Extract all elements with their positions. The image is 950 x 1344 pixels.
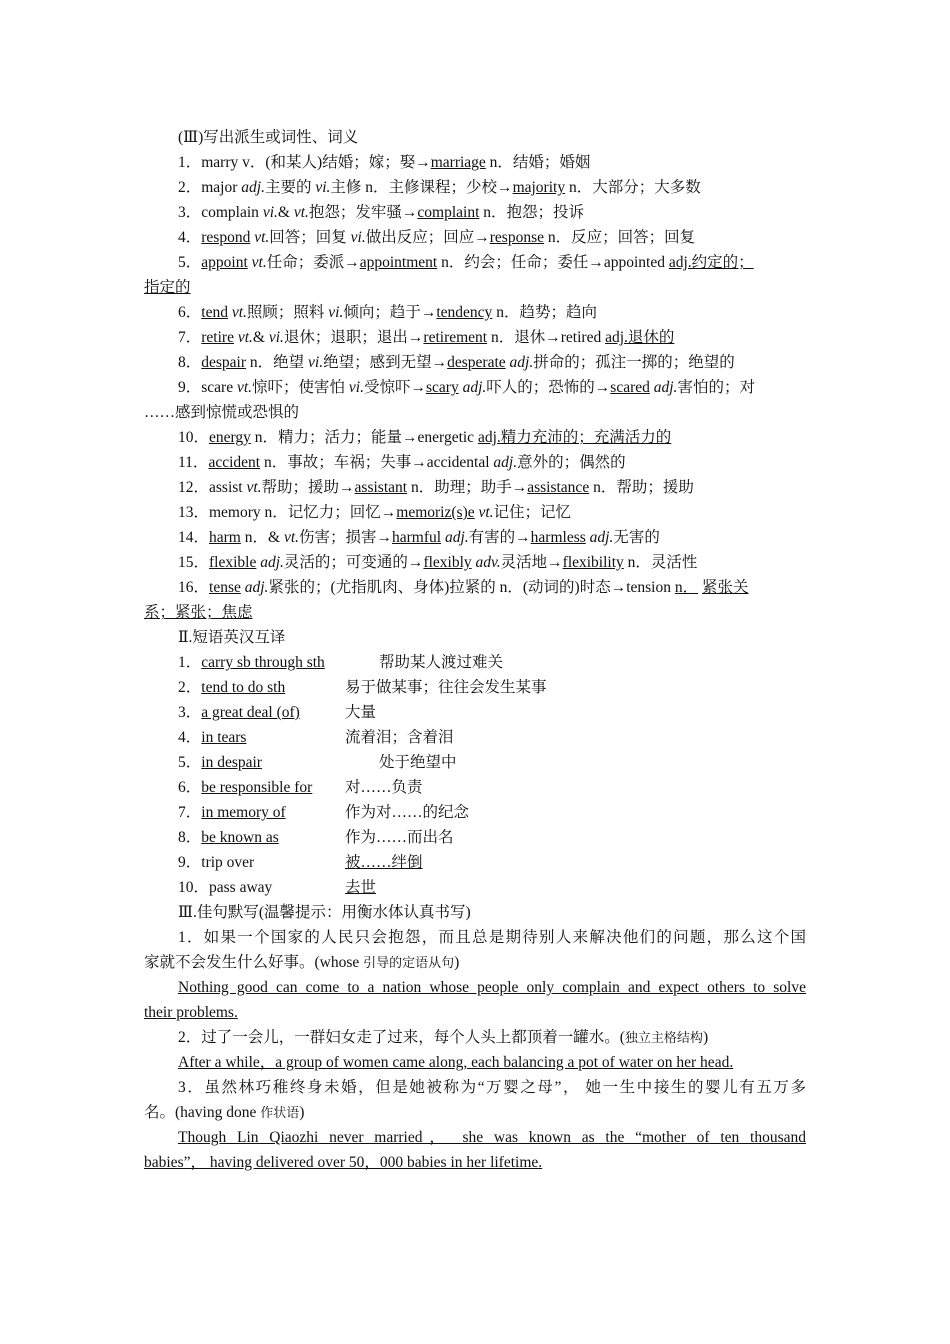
derivation-item-15: 15．flexible adj.灵活的；可变通的→flexibly adv.灵活地→flexibility n．灵活性 — [178, 554, 698, 571]
sentence-1-answer: Nothing good can come to a nation whose people only complain and expect others to solve — [178, 979, 806, 996]
sentence-2-question: 2．过了一会儿，一群妇女走了过来，每个人头上都顶着一罐水。(独立主格结构) — [178, 1029, 709, 1046]
section-title-phrases: Ⅱ.短语英汉互译 — [178, 629, 286, 646]
derivation-item-11: 11．accident n．事故；车祸；失事→accidental adj.意外的；偶然的 — [178, 454, 626, 471]
derivation-item-3: 3．complain vi.& vt.抱怨；发牢骚→complaint n．抱怨；投诉 — [178, 204, 585, 221]
derivation-item-10: 10．energy n．精力；活力；能量→energetic adj.精力充沛的；充满活力的 — [178, 429, 672, 446]
phrase-row: 3．a great deal (of) 大量 — [178, 704, 377, 721]
derivation-item-5-cont: 指定的 — [144, 279, 191, 296]
derivation-item-6: 6．tend vt.照顾；照料 vi.倾向；趋于→tendency n．趋势；趋向 — [178, 304, 597, 321]
derivation-item-16-cont: 系；紧张；焦虑 — [144, 604, 253, 621]
derivation-item-5: 5．appoint vt.任命；委派→appointment n．约会；任命；委任→appointed adj.约定的； — [178, 254, 754, 271]
phrase-row: 5．in despair 处于绝望中 — [178, 754, 457, 771]
phrase-row: 4．in tears 流着泪；含着泪 — [178, 729, 454, 746]
derivation-item-12: 12．assist vt.帮助；援助→assistant n．助理；助手→assistance n．帮助；援助 — [178, 479, 694, 496]
section-title-derivation: (Ⅲ)写出派生或词性、词义 — [178, 129, 359, 146]
sentence-2-answer: After a while，a group of women came along, each balancing a pot of water on her head. — [178, 1054, 734, 1071]
sentence-3-answer-cont: babies”， having delivered over 50，000 babies in her lifetime. — [144, 1154, 543, 1171]
phrase-row: 6．be responsible for 对……负责 — [178, 779, 423, 796]
phrase-row: 7．in memory of 作为对……的纪念 — [178, 804, 470, 821]
phrase-row: 8．be known as 作为……而出名 — [178, 829, 454, 846]
derivation-item-2: 2．major adj.主要的 vi.主修 n．主修课程；少校→majority n．大部分；大多数 — [178, 179, 701, 196]
phrase-row: 2．tend to do sth 易于做某事；往往会发生某事 — [178, 679, 547, 696]
derivation-item-1: 1．marry v．(和某人)结婚；嫁；娶→marriage n．结婚；婚姻 — [178, 154, 591, 171]
sentence-1-question-cont: 家就不会发生什么好事。(whose 引导的定语从句) — [144, 954, 460, 971]
derivation-item-9: 9．scare vt.惊吓；使害怕 vi.受惊吓→scary adj.吓人的；恐怖的→scared adj.害怕的；对 — [178, 379, 755, 396]
sentence-1-question: 1．如果一个国家的人民只会抱怨，而且总是期待别人来解决他们的问题，那么这个国 — [178, 929, 806, 946]
sentence-3-question-cont: 名。(having done 作状语) — [144, 1104, 305, 1121]
derivation-item-9-cont: ……感到惊慌或恐惧的 — [144, 404, 300, 421]
derivation-item-7: 7．retire vt.& vi.退休；退职；退出→retirement n．退休→retired adj.退休的 — [178, 329, 675, 346]
derivation-item-14: 14．harm n．& vt.伤害；损害→harmful adj.有害的→harmless adj.无害的 — [178, 529, 660, 546]
section-title-sentences: Ⅲ.佳句默写(温馨提示：用衡水体认真书写) — [178, 904, 471, 921]
derivation-item-13: 13．memory n．记忆力；回忆→memoriz(s)e vt.记住；记忆 — [178, 504, 572, 521]
derivation-item-16: 16．tense adj.紧张的；(尤指肌肉、身体)拉紧的 n．(动词的)时态→tension n． 紧张关 — [178, 579, 749, 596]
derivation-item-4: 4．respond vt.回答；回复 vi.做出反应；回应→response n．反应；回答；回复 — [178, 229, 696, 246]
phrase-row: 10．pass away 去世 — [178, 879, 377, 896]
phrase-row: 9．trip over 被……绊倒 — [178, 854, 423, 871]
sentence-3-question: 3．虽然林巧稚终身未婚，但是她被称为“万婴之母”， 她一生中接生的婴儿有五万多 — [178, 1079, 806, 1096]
sentence-3-answer: Though Lin Qiaozhi never married， she was known as the “mother of ten thousand — [178, 1129, 806, 1146]
derivation-item-8: 8．despair n．绝望 vi.绝望；感到无望→desperate adj.拼命的；孤注一掷的；绝望的 — [178, 354, 735, 371]
phrase-row: 1．carry sb through sth 帮助某人渡过难关 — [178, 654, 504, 671]
sentence-1-answer-cont: their problems. — [144, 1004, 238, 1021]
